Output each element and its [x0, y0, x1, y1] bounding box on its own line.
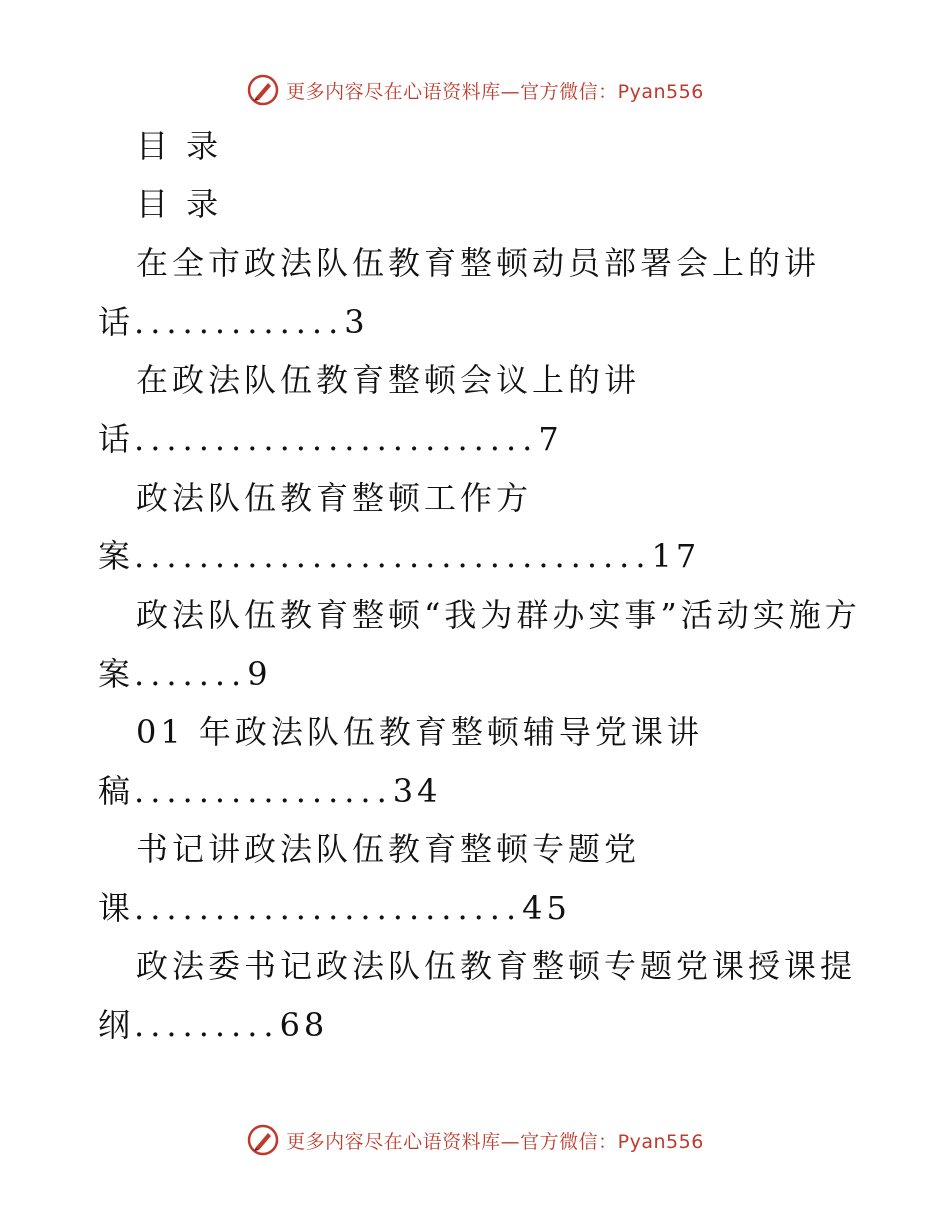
- pen-logo-icon: [246, 1123, 280, 1157]
- watermark-text: 更多内容尽在心语资料库—官方微信：Pyan556: [286, 80, 704, 103]
- toc-entry-page: 45: [522, 889, 571, 927]
- toc-entry-cont: 案: [98, 537, 135, 575]
- toc-entry-dots: ................: [134, 772, 393, 810]
- toc-entry-cont: 话: [98, 420, 135, 458]
- toc-entry-page: 9: [247, 655, 272, 693]
- toc-entry-pageline: [98, 1005, 328, 1045]
- toc-entry-page: 7: [538, 420, 563, 458]
- toc-entry-title: 01 年政法队伍教育整顿辅导党课讲: [136, 713, 703, 751]
- toc-heading: 目 录: [136, 127, 223, 165]
- toc-entry-title: 书记讲政法队伍教育整顿专题党: [136, 830, 641, 868]
- toc-entry-pageline: [98, 771, 441, 811]
- toc-entry-cont: 课: [98, 889, 135, 927]
- toc-entry-pageline: [98, 302, 369, 342]
- pen-logo-icon: [246, 73, 280, 107]
- toc-entry-page: 34: [392, 772, 442, 810]
- toc-entry-cont: 话: [98, 303, 135, 341]
- toc-entry-pageline: [98, 654, 272, 694]
- toc-entry-title: 政法队伍教育整顿工作方: [136, 479, 533, 517]
- toc-entry-dots: .......: [134, 655, 248, 693]
- toc-entry-cont: 案: [98, 655, 135, 693]
- toc-entry-pageline: [98, 888, 571, 928]
- header-watermark: [0, 70, 950, 110]
- toc-entry-pageline: [98, 536, 700, 576]
- toc-entry-dots: .............: [134, 303, 345, 341]
- toc-entry-dots: .........................: [134, 420, 539, 458]
- toc-entry-title: 在政法队伍教育整顿会议上的讲: [136, 361, 641, 399]
- toc-entry-cont: 稿: [98, 772, 135, 810]
- toc-entry-title: 政法委书记政法队伍教育整顿专题党课授课提: [136, 947, 857, 985]
- toc-entry-dots: .........: [134, 1006, 280, 1044]
- footer-watermark: [0, 1120, 950, 1160]
- toc-entry-page: 68: [279, 1006, 329, 1044]
- toc-entry-page: 17: [651, 537, 701, 575]
- watermark-text: 更多内容尽在心语资料库—官方微信：Pyan556: [286, 1130, 704, 1153]
- toc-entry-dots: ........................: [134, 889, 523, 927]
- toc-entry-page: 3: [344, 303, 369, 341]
- toc-entry-dots: ................................: [134, 537, 652, 575]
- toc-entry-title: 在全市政法队伍教育整顿动员部署会上的讲: [136, 244, 821, 282]
- toc-entry-title: 政法队伍教育整顿“我为群办实事”活动实施方: [136, 596, 861, 634]
- toc-entry-pageline: [98, 419, 563, 459]
- toc-heading-repeat: 目 录: [136, 185, 223, 223]
- toc-entry-cont: 纲: [98, 1006, 135, 1044]
